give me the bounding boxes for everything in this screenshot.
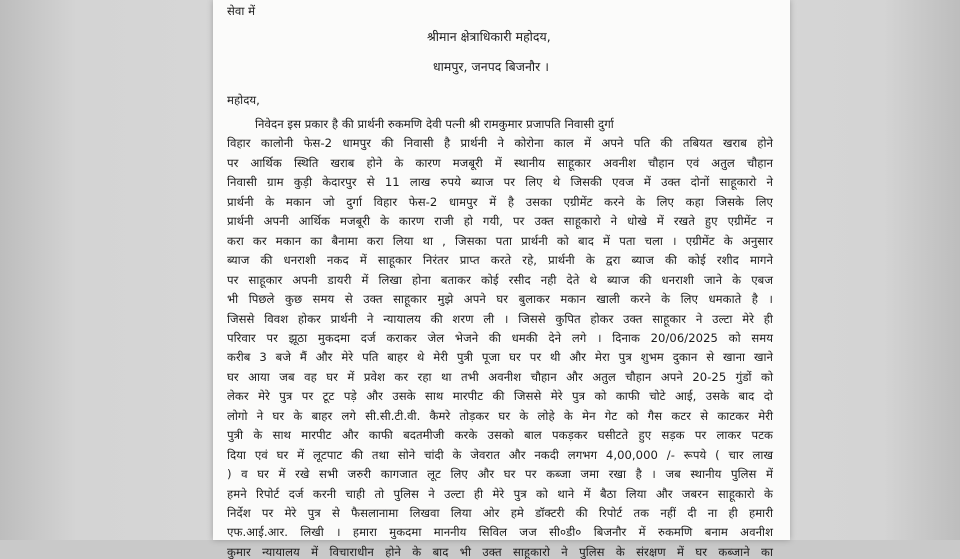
- body-line: विहार कालोनी फेस-2 धामपुर की निवासी है प्रार्थनी ने कोरोना काल में अपने पति की तबियत खराब होने: [227, 136, 773, 151]
- body-line: प्रार्थनी के मकान जो दुर्गा विहार फेस-2 धामपुर में है उसका एग्रीमेंट करने के लिए कहा जिसके लिए: [227, 194, 773, 209]
- body-line: घर आया जब वह घर में प्रवेश कर रहा था तभी अवनीश चौहान और अतुल चौहान अपने 20-25 गुंडों को: [227, 369, 773, 384]
- body-line: ब्याज की धनराशी नकद में साहूकार निरंतर प्राप्त करते रहे, प्रार्थनी के द्वरा ब्याज की कोई रशीद मागने: [227, 253, 773, 268]
- body-line: भी पिछले कुछ समय से उक्त साहूकार मुझे अपने घर बुलाकर मकान खाली करने के लिए धमकाते है ।: [227, 292, 773, 307]
- body-line: करा कर मकान का बैनामा करा लिया था , जिसका पता प्रार्थनी को बाद में पता चला । एग्रीमेंट के अनुसार: [227, 233, 773, 248]
- body-line: जिससे विवश होकर प्रार्थनी ने न्यायालय की शरण ली । जिससे कुपित होकर उक्त साहूकार ने उल्टा मेरे ही: [227, 311, 773, 326]
- body-line: निवासी ग्राम कुड़ी केदारपुर से 11 लाख रुपये ब्याज पर लिए थे जिसकी एवज में उक्त दोनों साहूकारो ने: [227, 175, 773, 190]
- salutation-top: सेवा में: [227, 4, 256, 18]
- body-line: लोगो ने घर के बाहर लगे सी.सी.टी.वी. कैमरे तोड़कर घर के लोहे के मेन गेट को गैस कटर से काटकर मेरी: [227, 408, 773, 423]
- letter-page: [213, 0, 790, 559]
- body-line: पुत्री के साथ मारपीट और काफी बदतमीजी करके उसको बाल पकड़कर घसीटते हुए सड़क पर लाकर पटक: [227, 428, 773, 443]
- body-line: निर्देश पर मेरे पुत्र से फैसलानामा लिखवा लिया ओर हमे डॉक्टरी की रिपोर्ट तक नहीं दी ना ही हमारी: [227, 506, 773, 520]
- body-line: एफ.आई.आर. लिखी । हमारा मुकदमा माननीय सिविल जज सी०डी० बिजनौर में रुकमणि बनाम अवनीश: [227, 525, 773, 540]
- body-line: पर साहूकार अपनी डायरी में लिखा होना बताकर कोई रसीद नही देते थे ब्याज की धनराशी जाने के एबज: [227, 272, 773, 287]
- body-line: हमने रिपोर्ट दर्ज करनी चाही तो पुलिस ने उल्टा ही मेरे पुत्र को थाने में बैठा लिया और जबरन साहूकारो के: [227, 486, 773, 501]
- body-line: परिवार पर झूठा मुकदमा दर्ज कराकर जेल भेजने की धमकी देने लगे । दिनाक 20/06/2025 को समय: [227, 330, 773, 345]
- body-line: दिया एवं घर में लूटपाट की तथा सोने चांदी के जेवरात और नकदी लगभग 4,00,000 /- रूपये ( चार लाख: [227, 447, 773, 462]
- body-line: लेकर मेरे पुत्र पर टूट पड़े और उसके साथ मारपीट की जिससे मेरे पुत्र को काफी चोटे आई, उसके बाद दो: [227, 389, 773, 404]
- body-line: प्रार्थनी अपनी आर्थिक मजबूरी के कारण राजी हो गयी, पर उक्त साहूकारो ने धोखे में रखते हुए एग्रीमेंट न: [227, 214, 773, 229]
- addressee-line: श्रीमान क्षेत्राधिकारी महोदय,: [427, 29, 551, 44]
- body-line: निवेदन इस प्रकार है की प्रार्थनी रुकमणि देवी पत्नी श्री रामकुमार प्रजापति निवासी दुर्गा: [255, 117, 614, 131]
- body-line: पर आर्थिक स्थिति खराब होने के कारण मजबूरी में स्थानीय साहूकार अवनीश चौहान एवं अतुल चौहान: [227, 155, 773, 170]
- address-line: धामपुर, जनपद बिजनौर ।: [433, 59, 549, 74]
- body-line: ) व घर में रखे सभी जरुरी कागजात लूट लिए और घर पर कब्जा जमा रखा है । जब स्थानीय पुलिस में: [227, 467, 773, 482]
- body-line: करीब 3 बजे मैं और मेरे पति बाहर थे मेरी पुत्री पूजा घर पर थी और मेरा पुत्र शुभम दुकान से खाना खाने: [227, 350, 773, 365]
- body-line: कुमार न्यायालय में विचाराधीन होने के बाद भी उक्त साहूकारो ने पुलिस के संरक्षण में घर कब्जाने का: [227, 544, 773, 559]
- salutation: महोदय,: [227, 93, 260, 107]
